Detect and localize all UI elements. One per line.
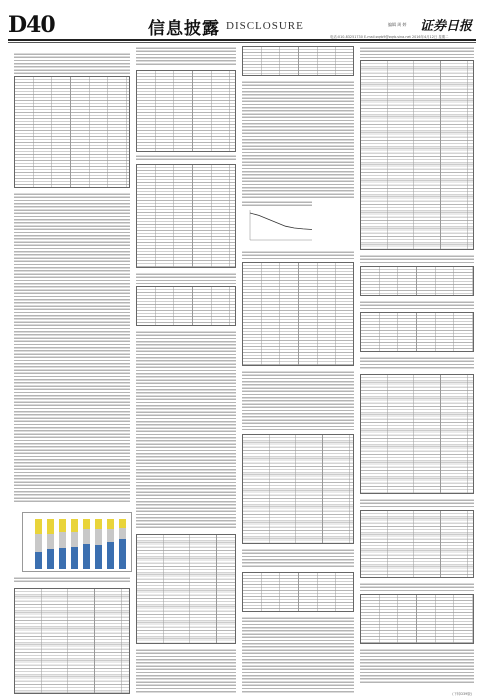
masthead-rule — [8, 39, 476, 41]
col4-text-1 — [360, 46, 474, 58]
contact-line: 电话:010-83251730 E-mail:zqrb9@zqrb.sina.net 2016年4月12日 星期二 — [330, 35, 449, 39]
col1-body-text — [14, 192, 130, 502]
col2-text-4 — [136, 330, 236, 530]
chart-bar-segment — [59, 519, 66, 532]
section-title-english: DISCLOSURE — [226, 20, 304, 32]
col2-text-3 — [136, 272, 236, 284]
newspaper-logo: 证券日报 — [420, 19, 473, 34]
chart-bar-segment — [119, 519, 126, 528]
col3-table-3 — [242, 434, 354, 544]
col3-text-3 — [242, 370, 354, 430]
line-series — [250, 213, 312, 230]
col4-table-6 — [360, 594, 474, 644]
masthead-rule-thin — [8, 42, 476, 43]
col1-intro-text — [14, 52, 130, 74]
col1-table-2 — [14, 588, 130, 694]
col4-table-3 — [360, 312, 474, 352]
col4-text-5 — [360, 498, 474, 508]
page-number: D40 — [8, 12, 55, 38]
col2-table-1 — [136, 70, 236, 152]
chart-bar-segment — [95, 529, 102, 545]
chart-bar-segment — [107, 542, 114, 570]
masthead — [0, 0, 484, 42]
chart-bar-segment — [119, 528, 126, 539]
chart-bar-segment — [35, 534, 42, 552]
col4-text-6 — [360, 582, 474, 592]
col2-table-3 — [136, 286, 236, 326]
chart-bar-segment — [71, 519, 78, 532]
chart-bar-segment — [83, 519, 90, 529]
col3-text-4 — [242, 548, 354, 568]
col3-text-2 — [242, 250, 354, 260]
col1-chart-caption — [14, 576, 130, 584]
col4-text-4 — [360, 356, 474, 370]
col3-table-4 — [242, 572, 354, 612]
stacked-bar-chart — [22, 512, 132, 572]
chart-bar-segment — [47, 534, 54, 549]
chart-bar-segment — [83, 529, 90, 544]
line-chart-axes — [250, 210, 312, 240]
col4-table-1 — [360, 60, 474, 250]
section-title: 信息披露 — [148, 19, 220, 39]
line-chart — [244, 208, 314, 246]
col3-chart-title — [242, 200, 312, 206]
col2-table-4 — [136, 534, 236, 644]
editor-credit: 编辑 周 婷 — [388, 22, 407, 27]
col2-text-2 — [136, 154, 236, 162]
chart-bar-segment — [35, 519, 42, 534]
continued-note: (下转D39版) — [452, 692, 472, 696]
chart-bar-segment — [59, 532, 66, 549]
col2-table-2 — [136, 164, 236, 268]
chart-bar-segment — [107, 519, 114, 529]
col3-text-1 — [242, 80, 354, 198]
chart-bar-segment — [95, 519, 102, 529]
chart-bar-segment — [47, 519, 54, 534]
chart-bar-segment — [95, 545, 102, 569]
col3-table-1 — [242, 46, 354, 76]
chart-bar-segment — [35, 552, 42, 570]
col3-table-2 — [242, 262, 354, 366]
col4-text-2 — [360, 254, 474, 264]
col2-text-5 — [136, 648, 236, 694]
col4-table-5 — [360, 510, 474, 578]
col2-text-1 — [136, 46, 236, 66]
col4-text-3 — [360, 300, 474, 310]
chart-bar-segment — [71, 532, 78, 547]
col3-text-5 — [242, 616, 354, 694]
col4-table-2 — [360, 266, 474, 296]
chart-bar-segment — [83, 544, 90, 569]
col4-text-7 — [360, 648, 474, 684]
col1-table-1 — [14, 76, 130, 188]
chart-bar-segment — [71, 547, 78, 570]
chart-bar-segment — [107, 529, 114, 542]
chart-bar-segment — [119, 539, 126, 569]
chart-bar-segment — [47, 549, 54, 569]
chart-bar-segment — [59, 548, 66, 569]
col4-table-4 — [360, 374, 474, 494]
